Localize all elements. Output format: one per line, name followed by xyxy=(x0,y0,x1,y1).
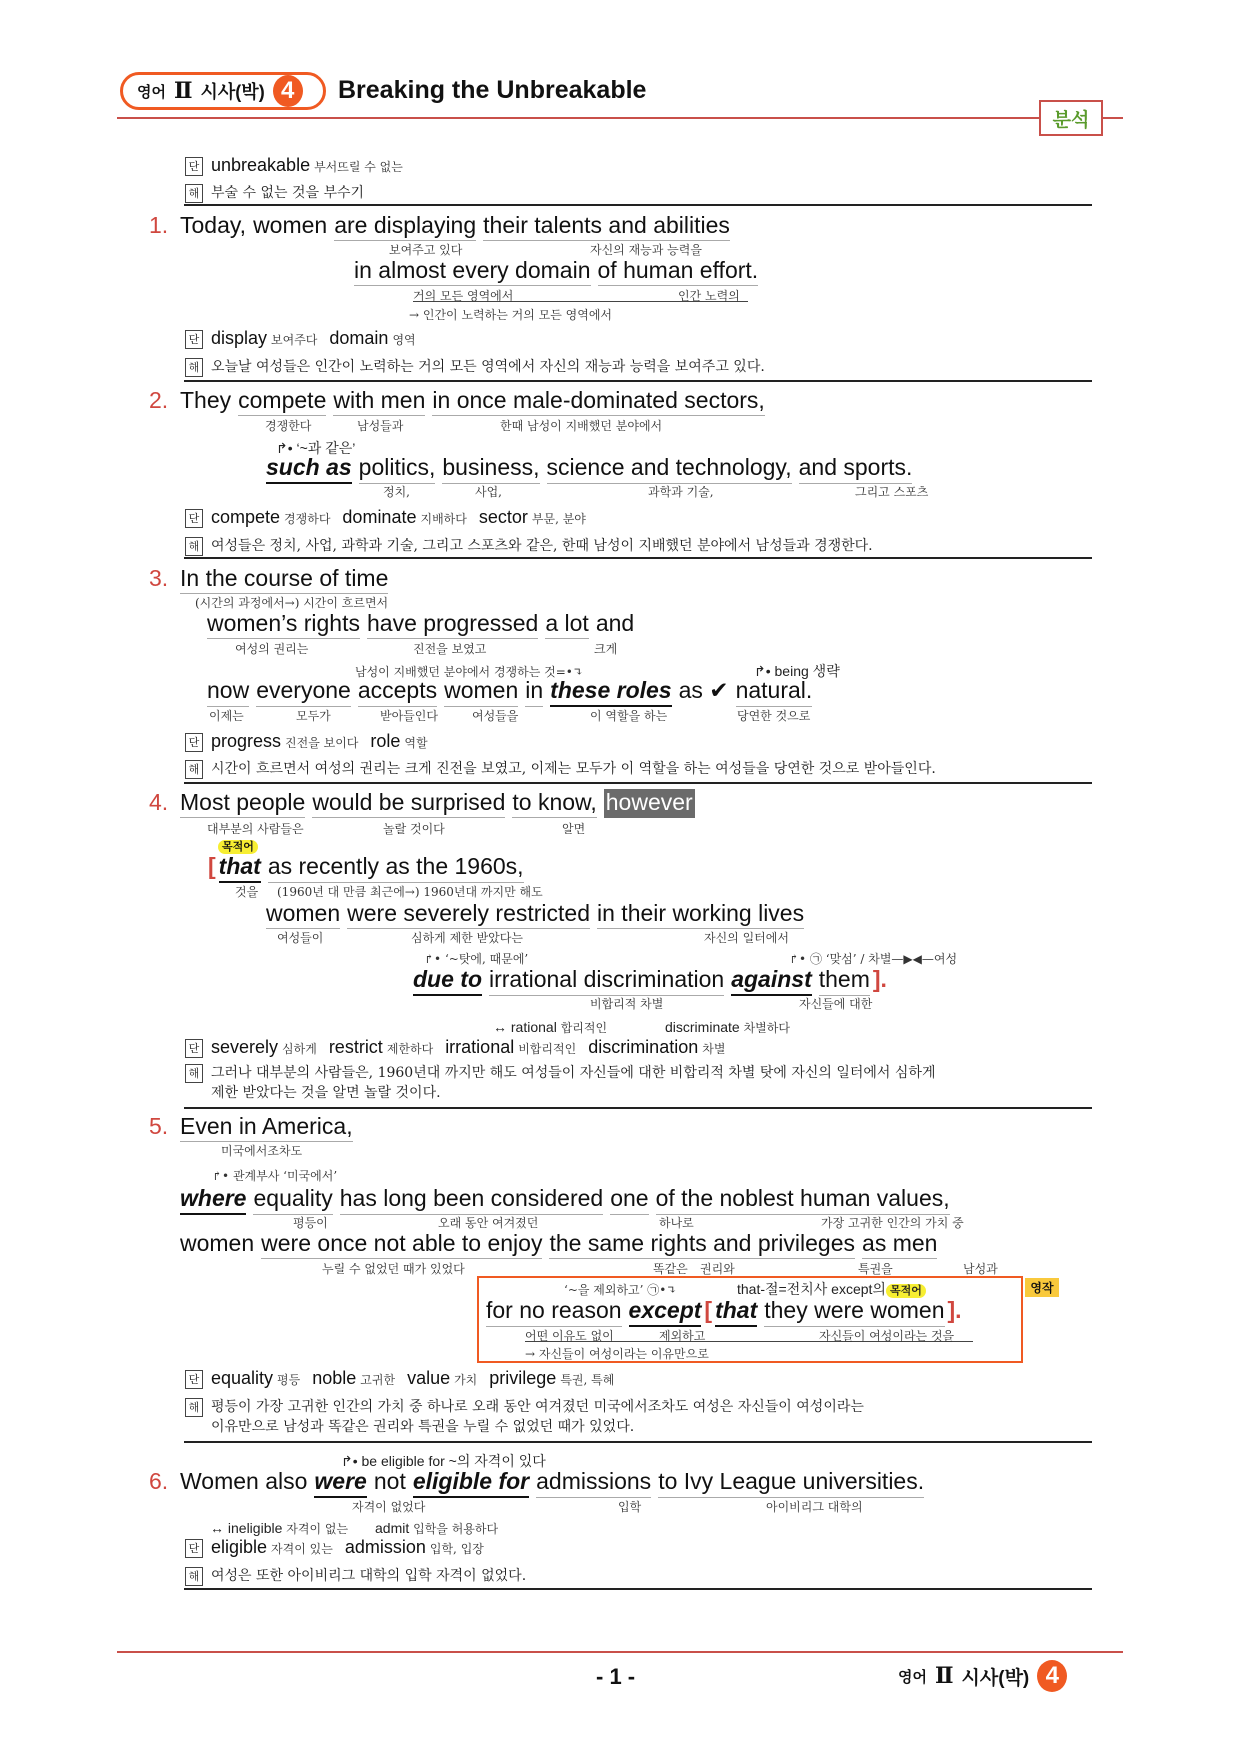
gloss: 이제는 xyxy=(209,709,244,723)
grammar-note xyxy=(737,1279,926,1299)
vocab-word: value xyxy=(407,1368,451,1388)
gloss: 거의 모든 영역에서 xyxy=(413,289,514,303)
gloss: 알면 xyxy=(562,822,586,836)
phrase: irrational discrimination xyxy=(489,966,724,996)
vocab-line xyxy=(185,1368,626,1389)
vocab-meaning: 경쟁하다 xyxy=(284,512,331,526)
vocab-meaning: 고귀한 xyxy=(360,1373,396,1387)
gloss: 자신들에 대한 xyxy=(799,997,873,1011)
sentence-line xyxy=(180,1230,937,1259)
gloss: 평등이 xyxy=(293,1216,328,1230)
bracket-mark: [ xyxy=(208,853,216,879)
divider xyxy=(184,557,1092,559)
translation-icon: 해 xyxy=(185,184,203,203)
related-word-text: ↔ ineligible xyxy=(210,1520,283,1536)
phrase: women’s rights xyxy=(207,610,360,639)
gloss: 자격이 없었다 xyxy=(352,1500,426,1514)
vocab-icon: 단 xyxy=(185,1539,203,1558)
grammar-note: ↱• ㉠ ‘맞섬’ / 차별—▶◀—여성 xyxy=(789,952,958,966)
divider xyxy=(184,380,1092,382)
gloss: 남성과 xyxy=(963,1262,998,1276)
related-word xyxy=(493,1019,607,1036)
translation-text: 시간이 흐르면서 여성의 권리는 크게 진전을 보였고, 이제는 모두가 이 역할을 하는 여성들을 당연한 것으로 받아들인다. xyxy=(211,761,936,777)
level-label: Ⅱ xyxy=(173,78,193,104)
gloss: 자신들이 여성이라는 것을 xyxy=(819,1329,955,1343)
phrase: to Ivy League universities. xyxy=(658,1468,924,1498)
vocab-meaning: 특권, 특혜 xyxy=(560,1373,615,1387)
phrase: their talents and abilities xyxy=(483,212,730,241)
vocab-icon: 단 xyxy=(185,509,203,528)
sentence-number: 2. xyxy=(149,387,169,413)
grammar-note: ↱• ‘~탓에, 때문에’ xyxy=(424,952,529,966)
phrase: as recently as the 1960s, xyxy=(268,853,524,883)
phrase: in their working lives xyxy=(597,900,804,929)
vocab-word: privilege xyxy=(489,1368,557,1388)
vocab-word: irrational xyxy=(445,1037,515,1057)
gloss: 미국에서조차도 xyxy=(221,1144,303,1158)
sentence-line xyxy=(266,900,804,929)
phrase: were xyxy=(314,1468,366,1498)
translation-icon: 해 xyxy=(185,537,203,556)
phrase: where xyxy=(180,1185,246,1215)
phrase: Women also xyxy=(180,1468,308,1494)
vocab-word: role xyxy=(370,731,401,751)
gloss: 당연한 것으로 xyxy=(737,709,811,723)
phrase: They xyxy=(180,387,232,413)
gloss: 대부분의 사람들은 xyxy=(207,822,304,836)
unit-number: 4 xyxy=(1037,1660,1067,1692)
gloss: 여성들이 xyxy=(277,931,324,945)
sentence-line xyxy=(180,789,695,818)
grammar-note: ‘~을 제외하고’ ㉠•↴ xyxy=(564,1283,677,1297)
gloss-group xyxy=(525,1327,973,1342)
divider xyxy=(184,1441,1092,1443)
vocab-word: unbreakable xyxy=(211,155,311,175)
related-word-text: admit xyxy=(375,1520,410,1536)
vocab-meaning: 영역 xyxy=(392,333,416,347)
vocab-meaning: 비합리적인 xyxy=(518,1042,577,1056)
phrase: compete xyxy=(238,387,326,416)
vocab-line xyxy=(185,1537,496,1558)
gloss: 똑같은 xyxy=(653,1262,688,1276)
gloss: 하나로 xyxy=(659,1216,694,1230)
phrase: them xyxy=(819,966,870,996)
translation-icon: 해 xyxy=(185,1064,203,1083)
gloss: 인간 노력의 xyxy=(678,289,740,303)
gloss: 경쟁한다 xyxy=(265,419,312,433)
translation-text: 오늘날 여성들은 인간이 노력하는 거의 모든 영역에서 자신의 재능과 능력을 보여주고 있다. xyxy=(211,359,765,375)
page-number: - 1 - xyxy=(596,1664,636,1689)
vocab-line xyxy=(185,155,415,176)
translation-line xyxy=(185,356,765,377)
footer-divider xyxy=(117,1651,1123,1653)
gloss: (시간의 과정에서→) 시간이 흐르면서 xyxy=(195,596,389,610)
sentence-line xyxy=(180,565,388,594)
phrase: women xyxy=(253,212,328,238)
grammar-note: 남성이 지배했던 분야에서 경쟁하는 것=•↴ xyxy=(355,665,583,679)
phrase: such as xyxy=(266,454,352,484)
vocab-meaning: 진전을 보이다 xyxy=(285,736,359,750)
translation-text: 여성은 또한 아이비리그 대학의 입학 자격이 없었다. xyxy=(211,1568,527,1584)
sentence-line xyxy=(266,454,912,484)
sentence-line xyxy=(207,610,634,639)
phrase: are displaying xyxy=(334,212,476,241)
vocab-meaning: 자격이 있는 xyxy=(271,1542,333,1556)
phrase: Even in America, xyxy=(180,1113,353,1142)
badge-text: 목적어 xyxy=(218,840,258,854)
highlighted-phrase: however xyxy=(604,789,695,818)
gloss: 자신의 재능과 능력을 xyxy=(590,243,702,257)
phrase: of the noblest human values, xyxy=(656,1185,950,1215)
analysis-tag: 분석 xyxy=(1039,100,1103,136)
gloss: 여성들을 xyxy=(472,709,519,723)
phrase: in xyxy=(525,677,543,707)
phrase: against xyxy=(731,966,812,996)
phrase: except xyxy=(629,1297,702,1327)
vocab-word: discrimination xyxy=(588,1037,699,1057)
phrase: a lot xyxy=(545,610,588,639)
gloss: 모두가 xyxy=(296,709,331,723)
bracket-mark: [ xyxy=(704,1297,713,1323)
translation-line xyxy=(185,1062,935,1083)
grammar-note: ↱• ‘~과 같은’ xyxy=(276,440,356,456)
vocab-word: domain xyxy=(329,328,389,348)
translation-icon: 해 xyxy=(185,358,203,377)
vocab-word: compete xyxy=(211,507,281,527)
gloss: 누릴 수 없었던 때가 있었다 xyxy=(322,1262,465,1276)
gloss: 그리고 스포츠 xyxy=(855,485,929,499)
gloss: (1960년 대 만큼 최근에→) 1960년대 까지만 해도 xyxy=(277,885,543,899)
phrase: have progressed xyxy=(367,610,538,639)
phrase: of human effort. xyxy=(598,257,759,286)
sentence-number: 5. xyxy=(149,1113,169,1139)
gloss: 받아들인다 xyxy=(380,709,438,723)
course-label: 시사(박) xyxy=(961,1667,1030,1689)
phrase: they were women xyxy=(764,1297,944,1327)
gloss: 보여주고 있다 xyxy=(389,243,463,257)
gloss: 여성의 권리는 xyxy=(235,642,309,656)
gloss-note: → 자신들이 여성이라는 이유만으로 xyxy=(525,1347,709,1361)
vocab-meaning: 보여주다 xyxy=(271,333,318,347)
vocab-word: noble xyxy=(312,1368,357,1388)
header-divider xyxy=(117,117,1123,119)
grammar-note: ↱• 관계부사 ‘미국에서’ xyxy=(212,1169,338,1183)
gloss: 과학과 기술, xyxy=(648,485,714,499)
sentence-line xyxy=(354,257,758,286)
related-word xyxy=(375,1520,498,1537)
gloss: 심하게 제한 받았다는 xyxy=(411,931,523,945)
phrase: equality xyxy=(253,1185,332,1215)
gloss-group xyxy=(413,287,748,302)
gloss: 권리와 xyxy=(700,1262,735,1276)
subject-label: 영어 xyxy=(898,1668,927,1686)
phrase: that xyxy=(219,853,261,883)
grammar-note: ↱• be eligible for ~의 자격이 있다 xyxy=(341,1453,546,1469)
sentence-line xyxy=(208,853,524,883)
translation-line xyxy=(185,1565,526,1586)
phrase: Today, xyxy=(180,212,247,238)
phrase: to know, xyxy=(512,789,596,818)
translation-line xyxy=(185,758,936,779)
sentence-line xyxy=(180,387,765,416)
grammar-note: ↱• being 생략 xyxy=(754,663,840,679)
page-title: Breaking the Unbreakable xyxy=(338,76,647,104)
subject-label: 영어 xyxy=(137,83,166,101)
phrase: and sports. xyxy=(799,454,913,484)
object-badge: 목적어 xyxy=(886,1284,926,1298)
phrase: the same rights and privileges xyxy=(549,1230,855,1259)
vocab-line xyxy=(185,507,598,528)
related-word-text: ↔ rational xyxy=(493,1019,557,1035)
bracket-mark: ]. xyxy=(872,966,887,992)
sentence-number: 6. xyxy=(149,1468,169,1494)
phrase: Most people xyxy=(180,789,305,818)
phrase: business, xyxy=(442,454,539,484)
phrase: due to xyxy=(413,966,482,996)
phrase: eligible for xyxy=(413,1468,529,1498)
sentence-number: 1. xyxy=(149,212,169,238)
gloss-note: → 인간이 노력하는 거의 모든 영역에서 xyxy=(409,308,613,322)
gloss: 남성들과 xyxy=(357,419,404,433)
course-label: 시사(박) xyxy=(200,82,265,102)
phrase: everyone xyxy=(256,677,351,707)
translation-text: 그러나 대부분의 사람들은, 1960년대 까지만 해도 여성들이 자신들에 대한 비합리적 차별 탓에 자신의 일터에서 심하게 xyxy=(211,1065,936,1081)
phrase: women xyxy=(180,1230,255,1256)
gloss: 놀랄 것이다 xyxy=(383,822,445,836)
vocab-meaning: 평등 xyxy=(277,1373,301,1387)
gloss: 가장 고귀한 인간의 가치 중 xyxy=(821,1216,964,1230)
vocab-word: eligible xyxy=(211,1537,268,1557)
gloss: 것을 xyxy=(235,885,259,899)
phrase: with men xyxy=(333,387,425,416)
vocab-word: sector xyxy=(478,507,528,527)
sentence-number: 3. xyxy=(149,565,169,591)
sentence-line xyxy=(180,1113,353,1142)
translation-text: 부술 수 없는 것을 부수기 xyxy=(211,185,365,201)
gloss: 아이비리그 대학의 xyxy=(766,1500,863,1514)
phrase: natural. xyxy=(736,677,813,707)
gloss: 정치, xyxy=(383,485,410,499)
vocab-meaning: 역할 xyxy=(404,736,428,750)
divider xyxy=(184,1107,1092,1109)
vocab-word: equality xyxy=(211,1368,274,1388)
gloss: 진전을 보였고 xyxy=(413,642,487,656)
divider xyxy=(184,782,1092,784)
translation-line xyxy=(185,182,364,203)
vocab-icon: 단 xyxy=(185,733,203,752)
phrase: for no reason xyxy=(486,1297,622,1327)
translation-line xyxy=(185,535,873,556)
phrase: were once not able to enjoy xyxy=(261,1230,542,1259)
gloss: 어떤 이유도 없이 xyxy=(525,1329,614,1343)
phrase: accepts xyxy=(358,677,437,707)
phrase: these roles xyxy=(550,677,671,707)
vocab-word: display xyxy=(211,328,268,348)
vocab-meaning: 심하게 xyxy=(282,1042,317,1056)
phrase: were severely restricted xyxy=(347,900,590,929)
vocab-meaning: 가치 xyxy=(454,1373,478,1387)
phrase: politics, xyxy=(359,454,436,484)
writing-tag: 영작 xyxy=(1025,1278,1059,1297)
sentence-number: 4. xyxy=(149,789,169,815)
vocab-word: dominate xyxy=(342,507,417,527)
translation-text: 제한 받았다는 것을 알면 놀랄 것이다. xyxy=(211,1085,441,1101)
phrase: in almost every domain xyxy=(354,257,591,286)
phrase: would be surprised xyxy=(312,789,505,818)
phrase: as men xyxy=(862,1230,937,1259)
sentence-line xyxy=(207,677,812,707)
gloss: 비합리적 차별 xyxy=(590,997,664,1011)
sentence-line xyxy=(486,1297,962,1327)
phrase: admissions xyxy=(536,1468,651,1498)
vocab-word: admission xyxy=(344,1537,426,1557)
phrase: that xyxy=(715,1297,757,1327)
vocab-word: progress xyxy=(211,731,282,751)
gloss: 입학 xyxy=(618,1500,642,1514)
phrase: and xyxy=(595,610,635,636)
level-label: Ⅱ xyxy=(934,1663,954,1689)
vocab-meaning: 부문, 분야 xyxy=(531,512,586,526)
vocab-icon: 단 xyxy=(185,157,203,176)
gloss: 이 역할을 하는 xyxy=(590,709,668,723)
gloss: 제외하고 xyxy=(659,1329,706,1343)
related-word-meaning: 입학을 허용하다 xyxy=(413,1522,499,1536)
phrase: as ✔ xyxy=(678,677,729,703)
divider xyxy=(184,204,1092,206)
related-word-meaning: 합리적인 xyxy=(560,1021,608,1035)
vocab-word: restrict xyxy=(328,1037,383,1057)
bracket-mark: ]. xyxy=(947,1297,962,1323)
sentence-line xyxy=(180,1185,950,1215)
related-word xyxy=(665,1019,790,1036)
phrase: in once male-dominated sectors, xyxy=(432,387,764,416)
footer-course xyxy=(898,1660,1067,1692)
grammar-note-text: that-절=전치사 except의 xyxy=(737,1281,886,1297)
vocab-line xyxy=(185,1037,737,1058)
sentence-line xyxy=(180,1468,924,1498)
related-word-text: discriminate xyxy=(665,1019,740,1035)
phrase: one xyxy=(610,1185,648,1215)
unit-number: 4 xyxy=(273,75,303,107)
gloss: 자신의 일터에서 xyxy=(704,931,789,945)
phrase: women xyxy=(266,900,340,929)
gloss: 크게 xyxy=(594,642,618,656)
related-word-meaning: 자격이 없는 xyxy=(286,1522,349,1536)
translation-line xyxy=(185,1396,864,1417)
translation-icon: 해 xyxy=(185,1398,203,1417)
phrase: women xyxy=(444,677,518,707)
phrase: not xyxy=(373,1468,406,1494)
related-word xyxy=(210,1520,348,1537)
translation-text: 이유만으로 남성과 똑같은 권리와 특권을 누릴 수 없었던 때가 있었다. xyxy=(211,1419,635,1435)
translation-text: 평등이 가장 고귀한 인간의 가치 중 하나로 오래 동안 여겨졌던 미국에서조차도 여성은 자신들이 여성이라는 xyxy=(211,1399,864,1415)
translation-icon: 해 xyxy=(185,1567,203,1586)
vocab-icon: 단 xyxy=(185,1370,203,1389)
gloss: 특권을 xyxy=(858,1262,893,1276)
vocab-icon: 단 xyxy=(185,330,203,349)
divider xyxy=(184,1588,1092,1590)
phrase: In the course of time xyxy=(180,565,388,594)
sentence-line xyxy=(180,212,730,241)
vocab-line xyxy=(185,328,428,349)
vocab-meaning: 입학, 입장 xyxy=(429,1542,484,1556)
course-badge xyxy=(120,72,326,110)
sentence-line xyxy=(413,966,887,996)
gloss: 오래 동안 여겨졌던 xyxy=(438,1216,539,1230)
vocab-meaning: 차별 xyxy=(702,1042,726,1056)
translation-icon: 해 xyxy=(185,760,203,779)
gloss: 한때 남성이 지배했던 분야에서 xyxy=(500,419,663,433)
vocab-line xyxy=(185,731,440,752)
vocab-meaning: 지배하다 xyxy=(420,512,467,526)
translation-text: 여성들은 정치, 사업, 과학과 기술, 그리고 스포츠와 같은, 한때 남성이 지배했던 분야에서 남성들과 경쟁한다. xyxy=(211,538,873,554)
phrase: now xyxy=(207,677,249,707)
vocab-word: severely xyxy=(211,1037,279,1057)
phrase: science and technology, xyxy=(547,454,792,484)
gloss: 사업, xyxy=(475,485,502,499)
vocab-icon: 단 xyxy=(185,1039,203,1058)
related-word-meaning: 차별하다 xyxy=(743,1021,790,1035)
phrase: has long been considered xyxy=(340,1185,603,1215)
vocab-meaning: 부서뜨릴 수 없는 xyxy=(314,160,403,174)
vocab-meaning: 제한하다 xyxy=(386,1042,434,1056)
